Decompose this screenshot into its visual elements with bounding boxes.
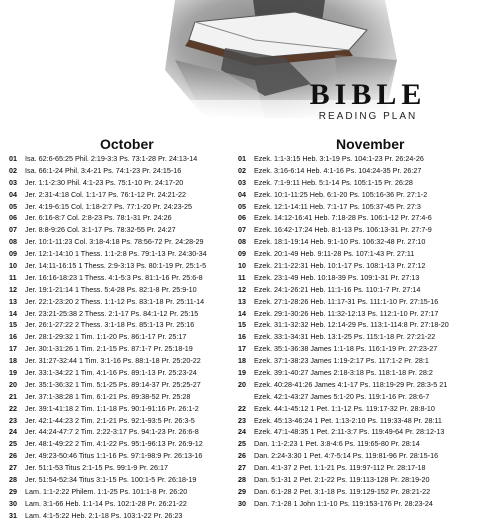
day-number: 26 <box>238 451 246 461</box>
reading-text: Jer. 33:1-34:22 1 Tim. 4:1-16 Ps. 89:1-13 Pr. 25:23-24 <box>25 368 197 378</box>
reading-row <box>238 474 498 486</box>
day-number: 15 <box>238 320 246 330</box>
reading-text: Ezek. 35:1-36:38 James 1:1-18 Ps. 116:1-19 Pr. 27:23-27 <box>254 344 438 354</box>
day-number: 31 <box>9 510 17 520</box>
reading-row <box>238 308 498 320</box>
reading-text: Ezek. 31:1-32:32 Heb. 12:14-29 Ps. 113:1-114:8 Pr. 27:18-20 <box>254 320 449 330</box>
reading-row <box>9 177 241 189</box>
reading-text: Jer. 23:21-25:38 2 Thess. 2:1-17 Ps. 84:1-12 Pr. 25:15 <box>25 308 199 318</box>
reading-row <box>9 474 241 486</box>
reading-row <box>9 189 241 201</box>
day-number: 07 <box>9 225 17 235</box>
reading-row <box>9 248 241 260</box>
reading-text: Jer. 37:1-38:28 1 Tim. 6:1-21 Ps. 89:38-52 Pr. 25:28 <box>25 391 191 401</box>
reading-text: Isa. 66:1-24 Phil. 3:4-21 Ps. 74:1-23 Pr. 24:15-16 <box>25 165 182 175</box>
reading-row <box>9 355 241 367</box>
november-reading-list <box>238 153 498 510</box>
page-subtitle: READING PLAN <box>318 111 418 122</box>
day-number: 02 <box>9 165 17 175</box>
day-number: 03 <box>9 177 17 187</box>
reading-row <box>238 224 498 236</box>
day-number: 11 <box>238 272 246 282</box>
reading-row <box>238 426 498 438</box>
day-number: 22 <box>9 403 17 413</box>
day-number: 13 <box>238 296 246 306</box>
month-title-october: October <box>100 136 154 152</box>
reading-text: Jer. 39:1-41:18 2 Tim. 1:1-18 Ps. 90:1-91:16 Pr. 26:1-2 <box>25 403 199 413</box>
day-number: 30 <box>9 498 17 508</box>
reading-text: Ezek. 29:1-30:26 Heb. 11:32-12:13 Ps. 112:1-10 Pr. 27:17 <box>254 308 439 318</box>
day-number: 30 <box>238 498 246 508</box>
reading-row <box>9 403 241 415</box>
reading-row <box>238 201 498 213</box>
day-number: 01 <box>9 154 17 163</box>
reading-text: Jer. 22:1-23:20 2 Thess. 1:1-12 Ps. 83:1-18 Pr. 25:11-14 <box>25 296 205 306</box>
day-number: 12 <box>238 284 246 294</box>
reading-text: Jer. 30:1-31:26 1 Tim. 2:1-15 Ps. 87:1-7 Pr. 25:18-19 <box>25 344 193 354</box>
reading-row <box>9 331 241 343</box>
reading-text: Jer. 2:31-4:18 Col. 1:1-17 Ps. 76:1-12 Pr. 24:21-22 <box>25 189 187 199</box>
day-number: 22 <box>238 403 246 413</box>
reading-row <box>238 498 498 510</box>
reading-row <box>238 319 498 331</box>
reading-row <box>9 343 241 355</box>
reading-text: Ezek. 3:16-6:14 Heb. 4:1-16 Ps. 104:24-35 Pr. 26:27 <box>254 165 422 175</box>
day-number: 14 <box>238 308 246 318</box>
reading-row <box>9 367 241 379</box>
day-number: 05 <box>9 201 17 211</box>
reading-text: Jer. 31:27-32:44 1 Tim. 3:1-16 Ps. 88:1-18 Pr. 25:20-22 <box>25 356 201 366</box>
reading-row <box>9 438 241 450</box>
reading-row <box>9 212 241 224</box>
day-number: 23 <box>9 415 17 425</box>
reading-row <box>9 308 241 320</box>
day-number: 02 <box>238 165 246 175</box>
reading-row <box>9 319 241 331</box>
reading-row <box>9 153 241 165</box>
day-number: 24 <box>238 427 246 437</box>
day-number: 27 <box>238 463 246 473</box>
reading-text: Dan. 6:1-28 2 Pet. 3:1-18 Ps. 119:129-152 Pr. 28:21-22 <box>254 486 431 496</box>
reading-row <box>238 331 498 343</box>
day-number: 11 <box>9 272 17 282</box>
reading-row <box>9 450 241 462</box>
day-number: 27 <box>9 463 17 473</box>
reading-text: Dan. 4:1-37 2 Pet. 1:1-21 Ps. 119:97-112 Pr. 28:17-18 <box>254 463 426 473</box>
day-number: 03 <box>238 177 246 187</box>
reading-text: Jer. 51:1-53 Titus 2:1-15 Ps. 99:1-9 Pr. 26:17 <box>25 463 169 473</box>
reading-row <box>238 272 498 284</box>
day-number: 08 <box>238 237 246 247</box>
day-number: 17 <box>9 344 17 354</box>
reading-row <box>238 260 498 272</box>
reading-text: Ezek. 18:1-19:14 Heb. 9:1-10 Ps. 106:32-48 Pr. 27:10 <box>254 237 426 247</box>
reading-text: Jer. 35:1-36:32 1 Tim. 5:1-25 Ps. 89:14-37 Pr. 25:25-27 <box>25 379 201 389</box>
reading-row <box>238 296 498 308</box>
day-number: 06 <box>9 213 17 223</box>
reading-row <box>9 272 241 284</box>
reading-row <box>238 438 498 450</box>
day-number: 15 <box>9 320 17 330</box>
day-number: 06 <box>238 213 246 223</box>
reading-text: Ezek. 39:1-40:27 James 2:18-3:18 Ps. 118:1-18 Pr. 28:2 <box>254 368 433 378</box>
day-number: 21 <box>9 391 17 401</box>
reading-text: Ezek. 10:1-11:25 Heb. 6:1-20 Ps. 105:16-36 Pr. 27:1-2 <box>254 189 428 199</box>
reading-text: Jer. 14:11-16:15 1 Thess. 2:9-3:13 Ps. 80:1-19 Pr. 25:1-5 <box>25 261 207 271</box>
reading-row <box>9 379 241 391</box>
reading-text: Jer. 51:54-52:34 Titus 3:1-15 Ps. 100:1-5 Pr. 26:18-19 <box>25 475 197 485</box>
day-number: 04 <box>9 189 17 199</box>
october-reading-list <box>9 153 241 522</box>
reading-text: Jer. 19:1-21:14 1 Thess. 5:4-28 Ps. 82:1-8 Pr. 25:9-10 <box>25 284 197 294</box>
title-block <box>268 80 468 122</box>
reading-text: Jer. 6:16-8:7 Col. 2:8-23 Ps. 78:1-31 Pr. 24:26 <box>25 213 172 223</box>
reading-text: Jer. 8:8-9:26 Col. 3:1-17 Ps. 78:32-55 Pr. 24:27 <box>25 225 176 235</box>
reading-text: Dan. 2:24-3:30 1 Pet. 4:7-5:14 Ps. 119:81-96 Pr. 28:15-16 <box>254 451 439 461</box>
day-number: 20 <box>238 379 246 389</box>
day-number: 16 <box>9 332 17 342</box>
reading-text: Jer. 12:1-14:10 1 Thess. 1:1-2:8 Ps. 79:1-13 Pr. 24:30-34 <box>25 249 207 259</box>
reading-row <box>9 296 241 308</box>
reading-row <box>238 391 498 403</box>
reading-text: Ezek. 47:1-48:35 1 Pet. 2:11-3:7 Ps. 119:49-64 Pr. 28:12-13 <box>254 427 445 437</box>
day-number: 28 <box>238 475 246 485</box>
reading-row <box>238 177 498 189</box>
reading-row <box>9 426 241 438</box>
reading-row <box>9 462 241 474</box>
reading-text: Jer. 42:1-44:23 2 Tim. 2:1-21 Ps. 92:1-93:5 Pr. 26:3-5 <box>25 415 195 425</box>
reading-text: Ezek. 45:13-46:24 1 Pet. 1:13-2:10 Ps. 119:33-48 Pr. 28:11 <box>254 415 442 425</box>
reading-text: Ezek. 27:1-28:26 Heb. 11:17-31 Ps. 111:1-10 Pr. 27:15-16 <box>254 296 439 306</box>
day-number: 29 <box>238 486 246 496</box>
day-number: 09 <box>238 249 246 259</box>
reading-text: Ezek. 7:1-9:11 Heb. 5:1-14 Ps. 105:1-15 Pr. 26:28 <box>254 177 413 187</box>
reading-text: Dan. 1:1-2:23 1 Pet. 3:8-4:6 Ps. 119:65-80 Pr. 28:14 <box>254 439 420 449</box>
reading-row <box>238 189 498 201</box>
reading-row <box>9 415 241 427</box>
reading-row <box>238 367 498 379</box>
day-number: 18 <box>238 356 246 366</box>
reading-row <box>9 510 241 522</box>
reading-row <box>238 379 498 391</box>
reading-row <box>238 236 498 248</box>
reading-text: Lam. 3:1-66 Heb. 1:1-14 Ps. 102:1-28 Pr. 26:21-22 <box>25 498 187 508</box>
day-number: 25 <box>238 439 246 449</box>
reading-row <box>238 415 498 427</box>
reading-row <box>9 498 241 510</box>
reading-text: Jer. 10:1-11:23 Col. 3:18-4:18 Ps. 78:56-72 Pr. 24:28-29 <box>25 237 204 247</box>
day-number: 23 <box>238 415 246 425</box>
page-title: BIBLE <box>309 78 427 111</box>
reading-row <box>238 355 498 367</box>
reading-row <box>238 212 498 224</box>
reading-text: Ezek. 12:1-14:11 Heb. 7:1-17 Ps. 105:37-45 Pr. 27:3 <box>254 201 421 211</box>
reading-text: Jer. 26:1-27:22 2 Thess. 3:1-18 Ps. 85:1-13 Pr. 25:16 <box>25 320 195 330</box>
reading-row <box>9 236 241 248</box>
day-number: 01 <box>238 154 246 163</box>
reading-text: Ezek. 20:1-49 Heb. 9:11-28 Ps. 107:1-43 Pr. 27:11 <box>254 249 415 259</box>
reading-row <box>238 462 498 474</box>
reading-text: Ezek. 14:12-16:41 Heb. 7:18-28 Ps. 106:1-12 Pr. 27:4-6 <box>254 213 432 223</box>
day-number: 10 <box>9 261 17 271</box>
day-number: 09 <box>9 249 17 259</box>
reading-text: Ezek. 1:1-3:15 Heb. 3:1-19 Ps. 104:1-23 Pr. 26:24-26 <box>254 154 424 163</box>
day-number: 19 <box>9 368 17 378</box>
reading-text: Lam. 4:1-5:22 Heb. 2:1-18 Ps. 103:1-22 Pr. 26:23 <box>25 510 183 520</box>
reading-text: Ezek. 23:1-49 Heb. 10:18-39 Ps. 109:1-31 Pr. 27:13 <box>254 272 420 282</box>
reading-row <box>9 224 241 236</box>
reading-row <box>9 391 241 403</box>
reading-row <box>238 403 498 415</box>
reading-text: Jer. 16:16-18:23 1 Thess. 4:1-5:3 Ps. 81:1-16 Pr. 25:6-8 <box>25 272 203 282</box>
reading-text: Ezek. 16:42-17:24 Heb. 8:1-13 Ps. 106:13-31 Pr. 27:7-9 <box>254 225 432 235</box>
day-number: 04 <box>238 189 246 199</box>
reading-text: Ezek. 40:28-41:26 James 4:1-17 Ps. 118:19-29 Pr. 28:3-5 21 <box>254 379 448 389</box>
reading-text: Jer. 49:23-50:46 Titus 1:1-16 Ps. 97:1-98:9 Pr. 26:13-16 <box>25 451 203 461</box>
reading-row <box>9 165 241 177</box>
day-number: 19 <box>238 368 246 378</box>
reading-text: Lam. 1:1-2:22 Philem. 1:1-25 Ps. 101:1-8 Pr. 26:20 <box>25 486 188 496</box>
reading-row <box>238 153 498 165</box>
reading-text: Ezek. 44:1-45:12 1 Pet. 1:1-12 Ps. 119:17-32 Pr. 28:8-10 <box>254 403 435 413</box>
reading-row <box>238 248 498 260</box>
reading-text: Isa. 62:6-65:25 Phil. 2:19-3:3 Ps. 73:1-28 Pr. 24:13-14 <box>25 154 198 163</box>
reading-text: Jer. 4:19-6:15 Col. 1:18-2:7 Ps. 77:1-20 Pr. 24:23-25 <box>25 201 193 211</box>
day-number: 14 <box>9 308 17 318</box>
reading-row <box>9 260 241 272</box>
day-number: 12 <box>9 284 17 294</box>
reading-text: Jer. 28:1-29:32 1 Tim. 1:1-20 Ps. 86:1-17 Pr. 25:17 <box>25 332 187 342</box>
reading-row <box>9 486 241 498</box>
day-number: 20 <box>9 379 17 389</box>
reading-text: Ezek. 33:1-34:31 Heb. 13:1-25 Ps. 115:1-18 Pr. 27:21-22 <box>254 332 436 342</box>
day-number: 05 <box>238 201 246 211</box>
day-number: 07 <box>238 225 246 235</box>
reading-text: Ezek. 24:1-26:21 Heb. 11:1-16 Ps. 110:1-7 Pr. 27:14 <box>254 284 421 294</box>
day-number: 16 <box>238 332 246 342</box>
reading-row <box>238 486 498 498</box>
day-number: 25 <box>9 439 17 449</box>
reading-text: Ezek. 42:1-43:27 James 5:1-20 Ps. 119:1-16 Pr. 28:6-7 <box>254 391 430 401</box>
reading-row <box>238 165 498 177</box>
reading-text: Ezek. 21:1-22:31 Heb. 10:1-17 Ps. 108:1-13 Pr. 27:12 <box>254 261 426 271</box>
reading-row <box>238 343 498 355</box>
day-number: 28 <box>9 475 17 485</box>
reading-text: Jer. 1:1-2:30 Phil. 4:1-23 Ps. 75:1-10 Pr. 24:17-20 <box>25 177 184 187</box>
day-number: 29 <box>9 486 17 496</box>
reading-row <box>9 201 241 213</box>
reading-row <box>238 284 498 296</box>
month-title-november: November <box>336 136 405 152</box>
reading-text: Dan. 7:1-28 1 John 1:1-10 Ps. 119:153-176 Pr. 28:23-24 <box>254 498 433 508</box>
reading-text: Jer. 48:1-49:22 2 Tim. 4:1-22 Ps. 95:1-96:13 Pr. 26:9-12 <box>25 439 203 449</box>
day-number: 13 <box>9 296 17 306</box>
reading-row <box>9 284 241 296</box>
day-number: 10 <box>238 261 246 271</box>
reading-text: Jer. 44:24-47:7 2 Tim. 2:22-3:17 Ps. 94:1-23 Pr. 26:6-8 <box>25 427 199 437</box>
reading-row <box>238 450 498 462</box>
day-number: 24 <box>9 427 17 437</box>
reading-text: Dan. 5:1-31 2 Pet. 2:1-22 Ps. 119:113-128 Pr. 28:19-20 <box>254 475 430 485</box>
day-number: 18 <box>9 356 17 366</box>
day-number: 26 <box>9 451 17 461</box>
day-number: 17 <box>238 344 246 354</box>
day-number: 08 <box>9 237 17 247</box>
reading-text: Ezek. 37:1-38:23 James 1:19-2:17 Ps. 117:1-2 Pr. 28:1 <box>254 356 429 366</box>
